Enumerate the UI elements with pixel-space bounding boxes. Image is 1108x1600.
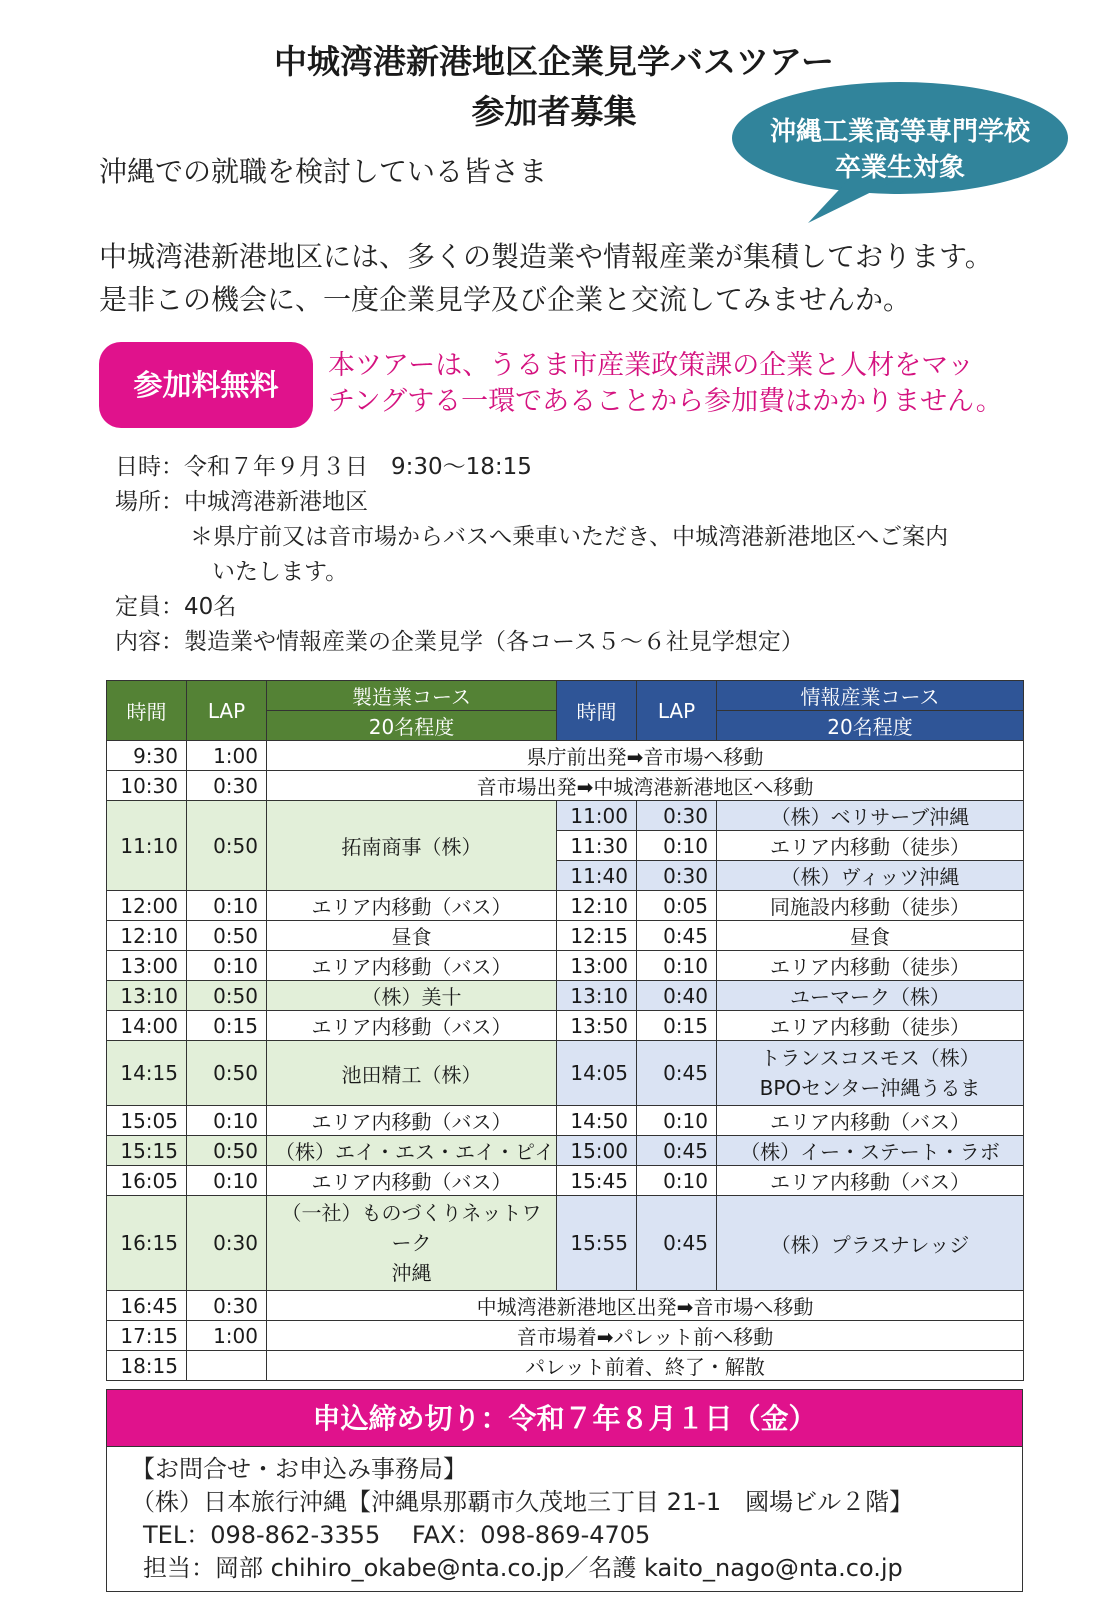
cell-time: 14:50 [557,1106,637,1136]
cell-time: 18:15 [107,1351,187,1381]
table-row [107,891,1024,921]
schedule-table [106,680,1024,1381]
cell-info: ユーマーク（株） [717,981,1024,1011]
info-datetime: 日時：令和７年９月３日 9:30～18:15 [115,454,532,480]
cell-info: エリア内移動（バス） [717,1106,1024,1136]
cell-common: 中城湾港新港地区出発➡音市場へ移動 [267,1291,1024,1321]
table-row [107,1166,1024,1196]
cell-manufacturing: 池田精工（株） [267,1041,557,1106]
cell-time: 12:15 [557,921,637,951]
cell-lap: 0:10 [187,1106,267,1136]
info-note: ＊県庁前又は音市場からバスへ乗車いただき、中城湾港新港地区へご案内 [190,524,949,550]
cell-common: 音市場出発➡中城湾港新港地区へ移動 [267,771,1024,801]
cell-common: 県庁前出発➡音市場へ移動 [267,741,1024,771]
cell-manufacturing: エリア内移動（バス） [267,1106,557,1136]
cell-lap: 0:10 [637,831,717,861]
cell-time: 11:10 [107,801,187,891]
deadline-banner: 申込締め切り：令和７年８月１日（金） [106,1389,1023,1447]
contact-phone: TEL：098-862-3355 FAX：098-869-4705 [143,1521,651,1549]
info-place: 場所：中城湾港新港地区 [115,489,368,515]
header-info-size: 20名程度 [717,711,1024,741]
cell-manufacturing: （株）美十 [267,981,557,1011]
table-row [107,921,1024,951]
cell-time: 16:15 [107,1196,187,1291]
cell-lap: 0:50 [187,981,267,1011]
header-lap: LAP [187,681,267,741]
cell-info: 昼食 [717,921,1024,951]
table-row [107,1011,1024,1041]
table-row [107,1136,1024,1166]
cell-lap: 0:45 [637,1136,717,1166]
header-time: 時間 [557,681,637,741]
cell-time: 9:30 [107,741,187,771]
header-manufacturing-course: 製造業コース [267,681,557,711]
table-row [107,1106,1024,1136]
cell-time: 15:05 [107,1106,187,1136]
cell-manufacturing: エリア内移動（バス） [267,1166,557,1196]
cell-info: エリア内移動（徒歩） [717,831,1024,861]
cell-lap: 0:45 [637,1041,717,1106]
cell-time: 12:10 [107,921,187,951]
cell-time: 16:05 [107,1166,187,1196]
cell-lap: 0:10 [187,951,267,981]
contact-heading: 【お問合せ・お申込み事務局】 [131,1455,467,1483]
cell-time: 16:45 [107,1291,187,1321]
cell-lap: 0:30 [187,1196,267,1291]
cell-lap: 0:45 [637,921,717,951]
cell-time: 15:15 [107,1136,187,1166]
cell-manufacturing: 昼食 [267,921,557,951]
table-row [107,1351,1024,1381]
cell-lap: 0:15 [187,1011,267,1041]
cell-time: 14:15 [107,1041,187,1106]
cell-info: エリア内移動（徒歩） [717,1011,1024,1041]
target-badge-text: 沖縄工業高等専門学校 卒業生対象 [769,117,1030,183]
cell-common: 音市場着➡パレット前へ移動 [267,1321,1024,1351]
cell-info: （株）プラスナレッジ [717,1196,1024,1291]
cell-time: 12:00 [107,891,187,921]
table-row [107,771,1024,801]
table-header-row [107,681,1024,711]
info-capacity: 定員：40名 [115,594,237,620]
cell-manufacturing: （一社）ものづくりネットワーク 沖縄 [267,1196,557,1291]
cell-time: 10:30 [107,771,187,801]
cell-time: 15:55 [557,1196,637,1291]
cell-lap: 0:50 [187,921,267,951]
cell-info: （株）イー・ステート・ラボ [717,1136,1024,1166]
cell-lap: 0:10 [637,951,717,981]
target-badge [730,78,1078,238]
cell-manufacturing: エリア内移動（バス） [267,1011,557,1041]
cell-info: トランスコスモス（株） BPOセンター沖縄うるま [717,1041,1024,1106]
cell-time: 13:10 [557,981,637,1011]
cell-lap [187,1351,267,1381]
page-title: 中城湾港新港地区企業見学バスツアー [273,42,834,81]
cell-lap: 0:10 [637,1106,717,1136]
cell-time: 11:40 [557,861,637,891]
cell-time: 12:10 [557,891,637,921]
cell-manufacturing: 拓南商事（株） [267,801,557,891]
cell-time: 11:00 [557,801,637,831]
cell-time: 15:00 [557,1136,637,1166]
contact-company: （株）日本旅行沖縄【沖縄県那覇市久茂地三丁目 21-1 國場ビル２階】 [131,1488,914,1516]
cell-info: エリア内移動（バス） [717,1166,1024,1196]
cell-time: 15:45 [557,1166,637,1196]
cell-lap: 0:10 [637,1166,717,1196]
cell-info: （株）ヴィッツ沖縄 [717,861,1024,891]
cell-time: 14:05 [557,1041,637,1106]
contact-box [106,1447,1023,1592]
cell-info: （株）ベリサーブ沖縄 [717,801,1024,831]
cell-lap: 0:50 [187,1041,267,1106]
table-row [107,951,1024,981]
greeting: 沖縄での就職を検討している皆さま [99,155,548,188]
cell-lap: 0:05 [637,891,717,921]
cell-time: 13:00 [557,951,637,981]
table-row [107,1321,1024,1351]
cell-info: 同施設内移動（徒歩） [717,891,1024,921]
table-row [107,981,1024,1011]
header-manufacturing-size: 20名程度 [267,711,557,741]
cell-lap: 0:50 [187,1136,267,1166]
header-time: 時間 [107,681,187,741]
cell-lap: 0:10 [187,1166,267,1196]
cell-lap: 1:00 [187,741,267,771]
intro-line-1: 中城湾港新港地区には、多くの製造業や情報産業が集積しております。 [99,240,993,273]
cell-manufacturing: エリア内移動（バス） [267,951,557,981]
cell-lap: 0:15 [637,1011,717,1041]
cell-manufacturing: （株）エイ・エス・エイ・ピイ [267,1136,557,1166]
cell-time: 14:00 [107,1011,187,1041]
cell-lap: 0:30 [187,771,267,801]
cell-time: 13:50 [557,1011,637,1041]
cell-lap: 1:00 [187,1321,267,1351]
cell-lap: 0:30 [187,1291,267,1321]
contact-staff: 担当：岡部 chihiro_okabe@nta.co.jp／名護 kaito_nago@nta.co.jp [143,1554,903,1582]
cell-lap: 0:30 [637,861,717,891]
table-row [107,801,1024,831]
cell-time: 13:10 [107,981,187,1011]
info-content: 内容：製造業や情報産業の企業見学（各コース５～６社見学想定） [115,629,804,655]
header-lap: LAP [637,681,717,741]
cell-time: 13:00 [107,951,187,981]
info-note-cont: いたします。 [212,559,349,585]
table-row [107,1196,1024,1291]
cell-info: エリア内移動（徒歩） [717,951,1024,981]
cell-common: パレット前着、終了・解散 [267,1351,1024,1381]
table-row [107,1041,1024,1106]
page-subtitle: 参加者募集 [471,92,637,131]
cell-lap: 0:50 [187,801,267,891]
cell-manufacturing: エリア内移動（バス） [267,891,557,921]
cell-lap: 0:10 [187,891,267,921]
intro-line-2: 是非この機会に、一度企業見学及び企業と交流してみませんか。 [99,283,912,316]
cell-time: 11:30 [557,831,637,861]
cell-lap: 0:30 [637,801,717,831]
fee-description: 本ツアーは、うるま市産業政策課の企業と人材をマッ チングする一環であることから参加費はかかりません。 [328,350,1003,417]
cell-lap: 0:45 [637,1196,717,1291]
header-info-course: 情報産業コース [717,681,1024,711]
table-row [107,1291,1024,1321]
table-row [107,741,1024,771]
cell-time: 17:15 [107,1321,187,1351]
free-fee-badge: 参加料無料 [99,342,313,428]
cell-lap: 0:40 [637,981,717,1011]
